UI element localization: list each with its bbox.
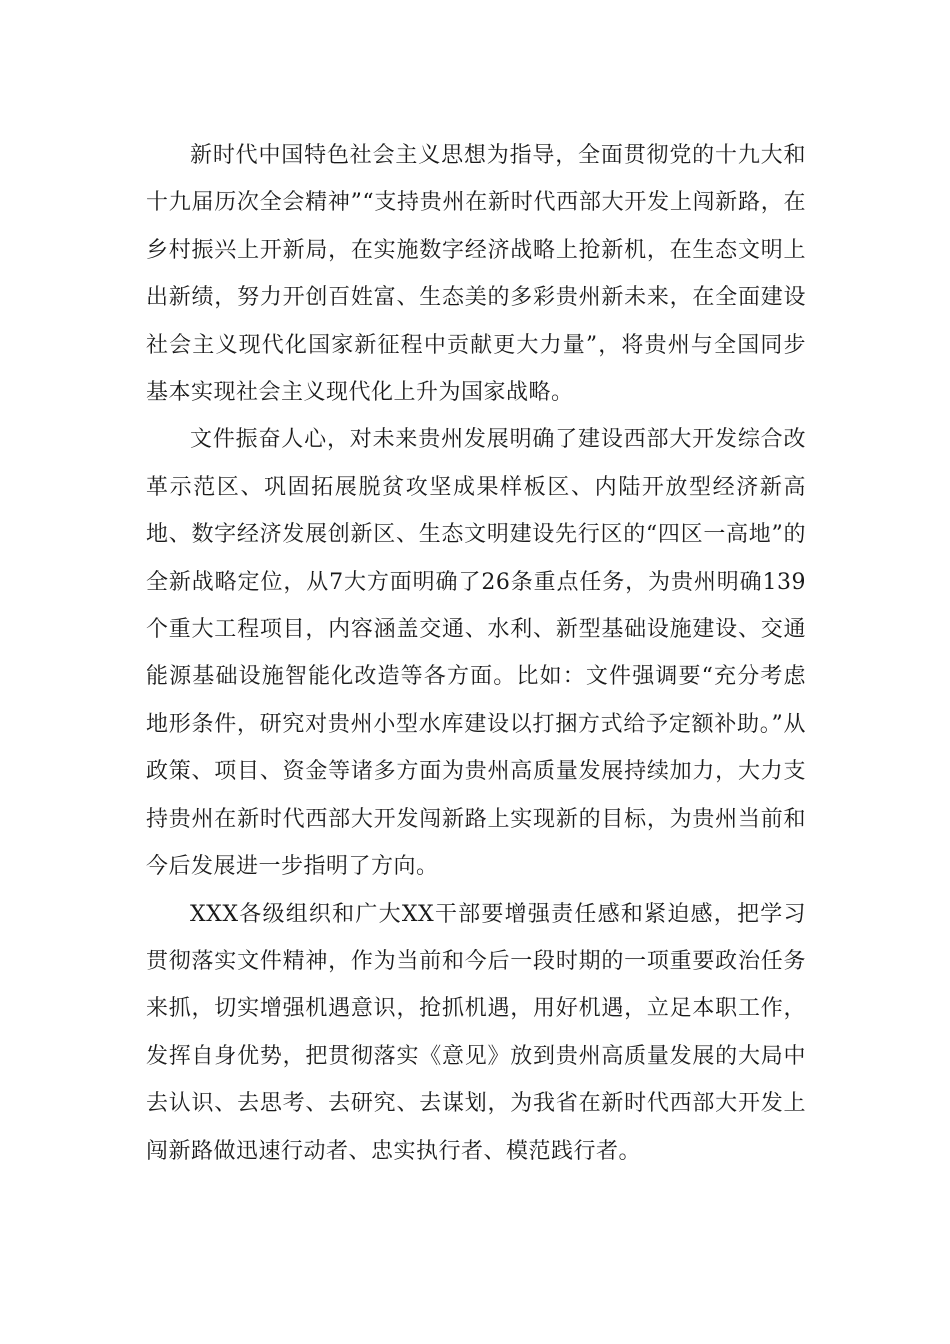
paragraph-3: XXX各级组织和广大XX干部要增强责任感和紧迫感，把学习贯彻落实文件精神，作为当前和今后一段时期的一项重要政治任务来抓，切实增强机遇意识，抢抓机遇，用好机遇，立足本职工作，发挥自身优势，把贯彻落实《意见》放到贵州高质量发展的大局中去认识、去思考、去研究、去谋划，为我省在新时代西部大开发上闯新路做迅速行动者、忠实执行者、模范践行者。	[146, 901, 806, 1164]
document-body	[146, 132, 806, 1175]
paragraph-2: 文件振奋人心，对未来贵州发展明确了建设西部大开发综合改革示范区、巩固拓展脱贫攻坚成果样板区、内陆开放型经济新高地、数字经济发展创新区、生态文明建设先行区的“四区一高地”的全新战略定位，从7大方面明确了26条重点任务，为贵州明确139个重大工程项目，内容涵盖交通、水利、新型基础设施建设、交通能源基础设施智能化改造等各方面。比如：文件强调要“充分考虑地形条件，研究对贵州小型水库建设以打捆方式给予定额补助。”从政策、项目、资金等诸多方面为贵州高质量发展持续加力，大力支持贵州在新时代西部大开发闯新路上实现新的目标，为贵州当前和今后发展进一步指明了方向。	[146, 427, 806, 880]
paragraph-1: 新时代中国特色社会主义思想为指导，全面贯彻党的十九大和十九届历次全会精神”“支持贵州在新时代西部大开发上闯新路，在乡村振兴上开新局，在实施数字经济战略上抢新机，在生态文明上出新绩，努力开创百姓富、生态美的多彩贵州新未来，在全面建设社会主义现代化国家新征程中贡献更大力量”，将贵州与全国同步基本实现社会主义现代化上升为国家战略。	[146, 143, 806, 406]
